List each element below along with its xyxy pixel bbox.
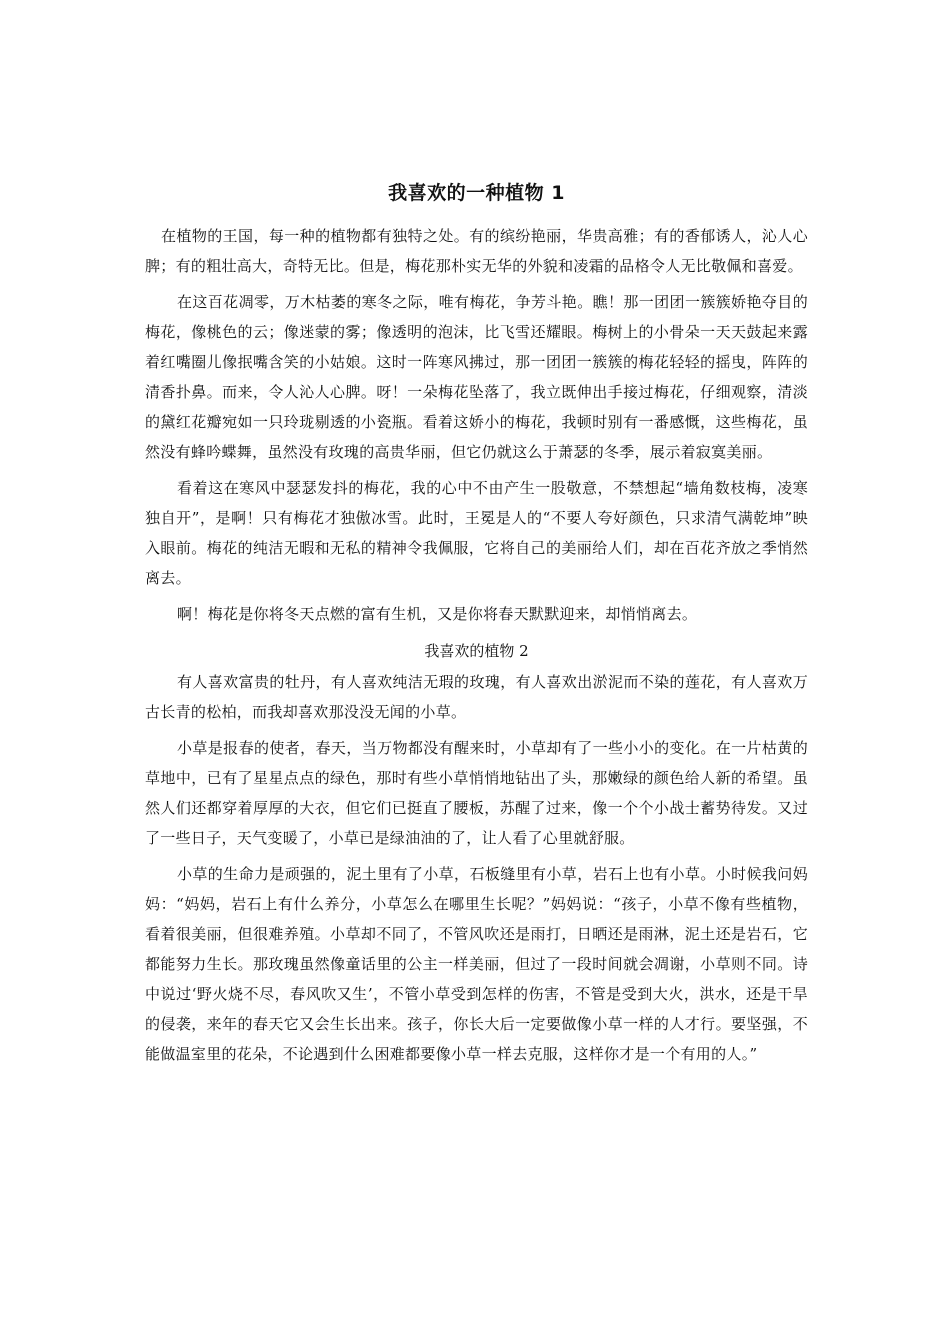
paragraph-1-1: 在植物的王国，每一种的植物都有独特之处。有的缤纷艳丽，华贵高雅；有的香郁诱人，沁人心脾；有的粗壮高大，奇特无比。但是，梅花那朴实无华的外貌和凌霜的品格令人无比敬佩和喜爱。 bbox=[145, 227, 808, 275]
paragraph-2-1: 有人喜欢富贵的牡丹，有人喜欢纯洁无瑕的玫瑰，有人喜欢出淤泥而不染的莲花，有人喜欢万古长青的松柏，而我却喜欢那没没无闻的小草。 bbox=[145, 673, 808, 721]
paragraph-1-2: 在这百花凋零，万木枯萎的寒冬之际，唯有梅花，争芳斗艳。瞧！那一团团一簇簇娇艳夺目的梅花，像桃色的云；像迷蒙的雾；像透明的泡沫，比飞雪还耀眼。梅树上的小骨朵一天天鼓起来露着红嘴圈儿像抿嘴含笑的小姑娘。这时一阵寒风拂过，那一团团一簇簇的梅花轻轻的摇曳，阵阵的清香扑鼻。而来，令人沁人心脾。呀！一朵梅花坠落了，我立既伸出手接过梅花，仔细观察，清淡的黛红花瓣宛如一只玲珑剔透的小瓷瓶。看着这娇小的梅花，我顿时别有一番感慨，这些梅花，虽然没有蜂吟蝶舞，虽然没有玫瑰的高贵华丽，但它仍就这么于萧瑟的冬季，展示着寂寞美丽。 bbox=[145, 293, 808, 461]
document-title: 我喜欢的一种植物 1 bbox=[388, 182, 565, 204]
paragraph-2-2: 小草是报春的使者，春天，当万物都没有醒来时，小草却有了一些小小的变化。在一片枯黄的草地中，已有了星星点点的绿色，那时有些小草悄悄地钻出了头，那嫩绿的颜色给人新的希望。虽然人们还都穿着厚厚的大衣，但它们已挺直了腰板，苏醒了过来，像一个个小战士蓄势待发。又过了一些日子，天气变暖了，小草已是绿油油的了，让人看了心里就舒服。 bbox=[145, 739, 808, 847]
section-2-title: 我喜欢的植物 2 bbox=[424, 642, 529, 660]
paragraph-1-3: 看着这在寒风中瑟瑟发抖的梅花，我的心中不由产生一股敬意，不禁想起“墙角数枝梅，凌寒独自开”，是啊！只有梅花才独傲冰雪。此时，王冕是人的“不要人夸好颜色，只求清气满乾坤”映入眼前。梅花的纯洁无暇和无私的精神令我佩服，它将自己的美丽给人们，却在百花齐放之季悄然离去。 bbox=[145, 479, 808, 587]
document-body bbox=[145, 177, 808, 1075]
paragraph-1-4: 啊！梅花是你将冬天点燃的富有生机，又是你将春天默默迎来，却悄悄离去。 bbox=[177, 605, 698, 623]
paragraph-2-3: 小草的生命力是顽强的，泥土里有了小草，石板缝里有小草，岩石上也有小草。小时候我问妈妈：“妈妈，岩石上有什么养分，小草怎么在哪里生长呢？”妈妈说：“孩子，小草不像有些植物，看着很美丽，但很难养殖。小草却不同了，不管风吹还是雨打，日晒还是雨淋，泥土还是岩石，它都能努力生长。那玫瑰虽然像童话里的公主一样美丽，但过了一段时间就会凋谢，小草则不同。诗中说过‘野火烧不尽，春风吹又生’，不管小草受到怎样的伤害，不管是受到大火，洪水，还是干旱的侵袭，来年的春天它又会生长出来。孩子，你长大后一定要做像小草一样的人才行。要坚强，不能做温室里的花朵，不论遇到什么困难都要像小草一样去克服，这样你才是一个有用的人。” bbox=[145, 865, 808, 1063]
